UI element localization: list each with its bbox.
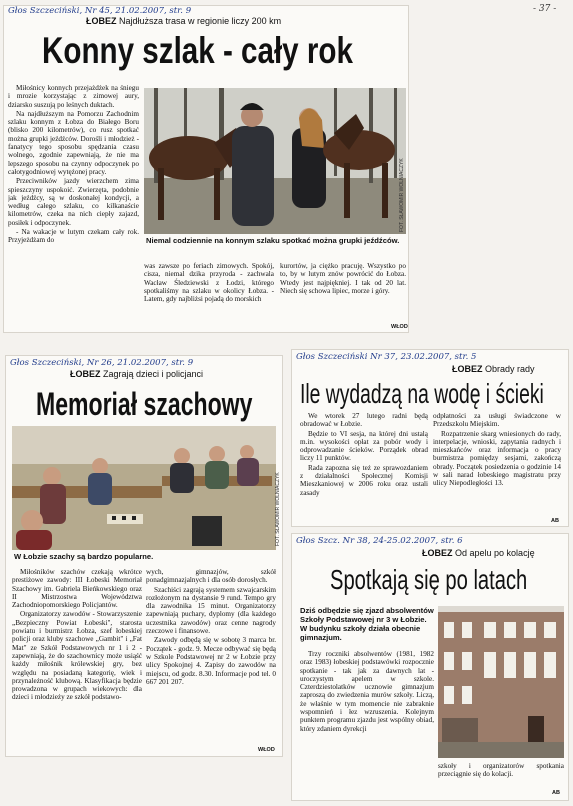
photo-school-building-image <box>438 606 564 758</box>
paragraph: Na najdłuższym na Pomorzu Zachodnim szlaku konnym z Łobza do Białego Boru (blisko 200 kilometrów), co rusz spotkać można grupki jeźdźców. Dorośli i młodzież - fanatycy tego sposobu spędzania czasu wolnego, zgodnie zapewniają, że nie ma lepszego sposobu na czynny odpoczynek po całotygodniowej wytężonej pracy. <box>8 109 139 176</box>
photo-chess-players-image <box>12 426 276 550</box>
paragraph: - Na wakacje w lutym czekam cały rok. Przyjeżdżam do <box>8 228 139 245</box>
paragraph: Przeciwników jazdy wierzchem zima spieszczyny uspokoić. Zwierzęta, podobnie jak jeźdźcy, są w doskonałej kondycji, a według całego szlaku, co kilkanaście kilometrów, czeka na nich ciepły zajazd, posiłek i odpoczynek. <box>8 177 139 227</box>
paragraph: We wtorek 27 lutego radni będą obradować w Łobzie. <box>300 412 428 429</box>
paragraph: Organizatorzy zawodów - Stowarzyszenie „Bezpieczny Powiat Łobeski", starosta powiatu i burmistrz Łobza, szef łobeskiej policji oraz kluby szachowe „Gambit" i „Fat Mat" ze Szkół Podstawowych nr 1 i 2 - zapewniają, że do szachownicy może usiąść każdy miłośnik królewskiej gry, bez względu na posiadaną kategorię, wiek i przynależność klubową. Klasyfikacja będzie prowadzona w grupach wiekowych: dla dzieci i młodzieży ze szkół podstawo- <box>12 610 142 702</box>
photo-caption: Niemal codziennie na konnym szlaku spotkać można grupki jeźdźców. <box>146 236 400 245</box>
paragraph: Rada zapozna się też ze sprawozdaniem z działalności Społecznej Komisji Mieszkaniowej w 2006 roku oraz ustali zasady <box>300 463 428 497</box>
section-header <box>86 16 281 26</box>
article-memorial-szachowy <box>6 356 282 756</box>
page-number: - 37 - <box>533 4 557 14</box>
article-konny-szlak <box>4 6 408 332</box>
article-column-1 <box>300 650 434 798</box>
paragraph: Miłośników szachów czekają wkrótce prestiżowe zawody: III Łobeski Memoriał Szachowy im. Gabriela Bieńkowskiego oraz II Mistrzostwa Województwa Zachodniopomorskiego Policjantów. <box>12 568 142 610</box>
paragraph: Będzie to VI sesja, na której dni ustalą m.in. wysokości opłat za pobór wody i odprowadzanie ścieków. Porządek obrad liczy 11 punktów. <box>300 429 428 463</box>
photo-credit: FOT. SŁAWOMIR WOLNIACZYK <box>399 158 405 232</box>
headline: Konny szlak - cały rok <box>42 30 353 71</box>
paragraph: Rozpatrzenie skarg wniesionych do rady, interpelacje, wnioski, zapytania radnych i mieszkańców oraz informacja o pracy burmistrza pomiędzy sesjami, zakończą obrady. Początek posiedzenia o godzinie 14 w sali narad łobeskiego magistratu przy ulicy Niepodległości 13. <box>433 429 561 488</box>
article-column-2: was zawsze po feriach zimowych. Spokój, cisza, niemal dzika przyroda - zachwala Wacław Śledziewski z Łodzi, którego spotkaliśmy na szlaku w okolicy Łobza. - Latem, gdy najbliżsi pojadą do morskich <box>144 262 274 304</box>
article-column-3: kurortów, ja ciężko pracuję. Wszystko po to, by w lutym znów powrócić do Łobza. Wtedy jest najpiękniej. I tak od 20 lat. Niech się schowa lipiec, morze i góry. <box>280 262 406 295</box>
article-column-1 <box>300 412 428 524</box>
article-column-1 <box>8 84 139 330</box>
article-column-2 <box>146 568 276 754</box>
section-label: ŁOBEZ <box>452 364 483 374</box>
paragraph: Trzy roczniki absolwentów (1981, 1982 oraz 1983) łobeskiej podstawówki rozpocznie spotkanie - tak jak za dawnych lat - uroczystym apelem w szkole. Czterdziestolatków ucznowie gimnazjum zaproszą do zwiedzenia murów szkoły. Liczą, że właśnie w tym momencie nie zabraknie wspomnień i łez wzruszenia. Kolejnym punktem programu zjazdu jest wspólny obiad, który zdaniem dyrekcji <box>300 650 434 733</box>
paragraph: Zawody odbędą się w sobotę 3 marca br. Początek - godz. 9. Mecze odbywać się będą w Szkole Podstawowej nr 2 w Łobzie przy ulicy Spokojnej 4. Zapisy do zawodów na miejscu, od godz. 8.30. Informacje pod tel. 0 667 201 207. <box>146 636 276 686</box>
section-header <box>422 548 535 558</box>
author-signature: AB <box>551 518 559 524</box>
section-header <box>452 364 535 374</box>
section-label: ŁOBEZ <box>422 548 453 558</box>
photo-chess-players <box>12 426 276 550</box>
headline: Memoriał szachowy <box>36 386 253 422</box>
article-column-2 <box>433 412 561 524</box>
photo-credit: FOT. SŁAWOMIR WOLNIACZYK <box>275 472 281 546</box>
source-stamp: Głos Szczeciński, Nr 26, 21.02.2007, str. 9 <box>10 358 194 368</box>
section-label: ŁOBEZ <box>70 369 101 379</box>
author-signature: WŁOD <box>258 747 275 753</box>
paragraph: Szachiści zagrają systemem szwajcarskim rozłożonym na dystansie 9 rund. Tempo gry dla zawodnika 15 minut. Organizatorzy zapewniają puchary, dyplomy (dla każdego uczestnika zawodów) oraz cenne nagrody rzeczowe i finansowe. <box>146 585 276 636</box>
source-stamp: Głos Szczeciński, Nr 45, 21.02.2007, str. 9 <box>8 6 192 16</box>
photo-school-building <box>438 606 564 758</box>
headline: Ile wydadzą na wodę i ścieki <box>300 378 544 409</box>
author-signature: AB <box>552 790 560 796</box>
article-column-2: szkoły i organizatorów spotkania przeciągnie się do kolacji. <box>438 762 564 779</box>
photo-horse-riders-image <box>144 88 406 234</box>
paragraph: Miłośnicy konnych przejażdżek na śniegu i mrozie korzystając z zimowej aury, dziarsko suszują po leśnych duktach. <box>8 84 139 109</box>
section-header <box>70 369 203 379</box>
section-label: ŁOBEZ <box>86 16 117 26</box>
article-spotkaja-sie <box>292 534 568 800</box>
author-signature: WŁOD <box>391 324 408 330</box>
photo-caption: W Łobzie szachy są bardzo popularne. <box>14 552 154 561</box>
photo-horse-riders <box>144 88 406 234</box>
paragraph: odpłatności za usługi świadczone w Przedszkolu Miejskim. <box>433 412 561 429</box>
paragraph: wych, gimnazjów, szkół ponadgimnazjalnych i dla osób dorosłych. <box>146 568 276 585</box>
section-subtitle: Zagrają dzieci i policjanci <box>103 369 204 379</box>
source-stamp: Głos Szczeciński Nr 37, 23.02.2007, str. 5 <box>296 352 477 362</box>
source-stamp: Głos Szcz. Nr 38, 24-25.02.2007, str. 6 <box>296 536 463 546</box>
article-column-1 <box>12 568 142 754</box>
section-subtitle: Od apelu po kolację <box>455 548 535 558</box>
section-subtitle: Najdłuższa trasa w regionie liczy 200 km <box>119 16 282 26</box>
article-lead: Dziś odbędzie się zjazd absolwentów Szkoły Podstawowej nr 3 w Łobzie. W budynku szkoły działa obecnie gimnazjum. <box>300 606 434 642</box>
article-ile-wydadza <box>292 350 568 526</box>
section-subtitle: Obrady rady <box>485 364 535 374</box>
headline: Spotkają się po latach <box>330 564 528 595</box>
